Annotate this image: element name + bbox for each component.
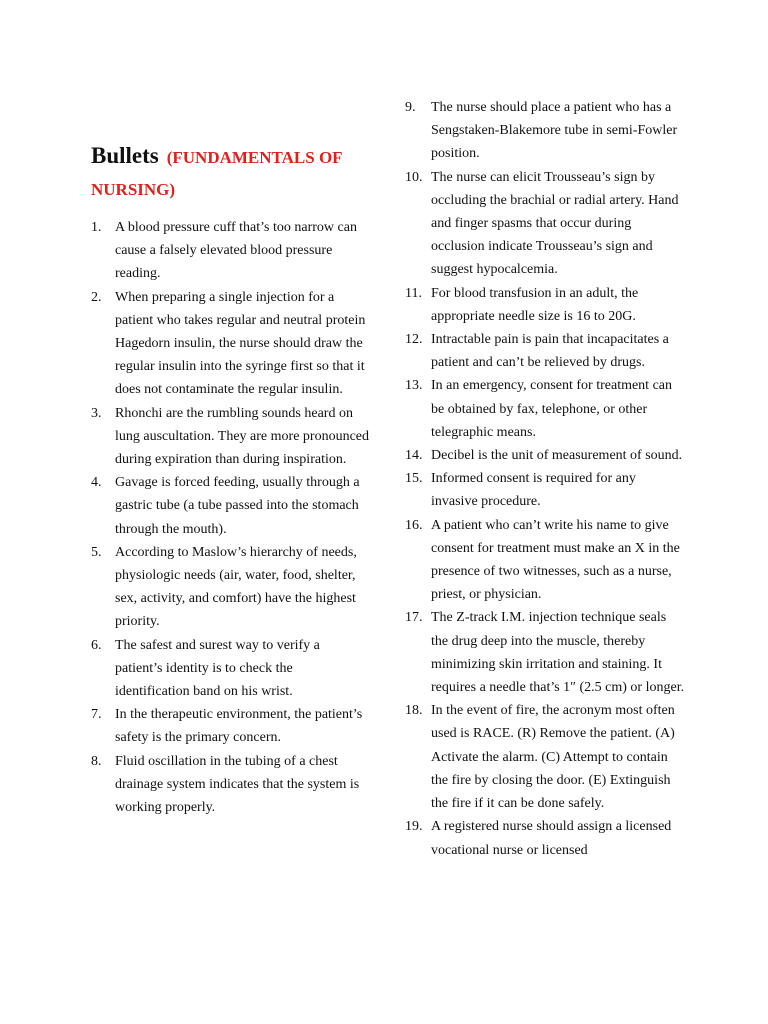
item-number: 12. [405,332,423,348]
item-text: The Z-track I.M. injection technique seals the drug deep into the muscle, thereby minimizing skin irritation and staining. It requires a needle that’s 1″ (2.5 cm) or longer. [431,610,685,696]
title-main: Bullets [91,143,159,168]
item-number: 3. [91,405,102,421]
item-text: In the therapeutic environment, the patient’s safety is the primary concern. [115,707,363,746]
item-number: 4. [91,475,102,491]
item-text: Rhonchi are the rumbling sounds heard on lung auscultation. They are more pronounced during expiration than during inspiration. [115,405,369,468]
left-column-list [91,216,369,819]
list-item [405,606,685,699]
item-text: The nurse can elicit Trousseau’s sign by occluding the brachial or radial artery. Hand and finger spasms that occur during occlusion indicate Trousseau’s sign and suggest hypocalcemia. [431,169,679,278]
item-number: 18. [405,703,423,719]
item-number: 14. [405,448,423,464]
list-item [405,514,685,607]
item-text: Informed consent is required for any invasive procedure. [431,471,636,510]
item-number: 17. [405,610,423,626]
item-number: 8. [91,753,102,769]
item-number: 6. [91,637,102,653]
item-text: The safest and surest way to verify a patient’s identity is to check the identification band on his wrist. [115,637,320,700]
item-text: A blood pressure cuff that’s too narrow can cause a falsely elevated blood pressure reading. [115,220,357,282]
item-text: In the event of fire, the acronym most often used is RACE. (R) Remove the patient. (A) Activate the alarm. (C) Attempt to contain the fire by closing the door. (E) Extinguish the fire if it can be done safely. [431,703,675,812]
list-item [91,750,369,820]
item-text: According to Maslow’s hierarchy of needs, physiologic needs (air, water, food, shelter, sex, activity, and comfort) have the highest priority. [115,544,357,630]
list-item [91,634,369,704]
item-number: 9. [405,100,416,115]
list-item [91,216,369,286]
item-number: 10. [405,169,423,185]
list-item [405,166,685,282]
list-item [405,374,685,444]
item-number: 2. [91,289,102,305]
list-item [405,96,685,166]
list-item [405,467,685,513]
list-item [405,699,685,815]
item-text: A registered nurse should assign a licensed vocational nurse or licensed [431,819,672,858]
item-text: Fluid oscillation in the tubing of a chest drainage system indicates that the system is working properly. [115,753,360,816]
item-text: In an emergency, consent for treatment can be obtained by fax, telephone, or other telegraphic means. [431,378,673,440]
list-item [405,328,685,374]
item-number: 13. [405,378,423,394]
item-text: A patient who can’t write his name to give consent for treatment must make an X in the presence of two witnesses, such as a nurse, priest, or physician. [431,517,680,603]
item-number: 19. [405,819,423,835]
list-item [91,286,369,402]
list-item [91,703,369,749]
item-text: Decibel is the unit of measurement of sound. [431,448,683,464]
item-text: Gavage is forced feeding, usually through a gastric tube (a tube passed into the stomach through the mouth). [115,475,360,537]
item-text: For blood transfusion in an adult, the appropriate needle size is 16 to 20G. [431,285,639,324]
item-number: 7. [91,707,102,723]
item-number: 5. [91,544,102,560]
list-item [91,402,369,472]
document-title [91,139,391,203]
item-number: 15. [405,471,423,487]
list-item [405,815,685,861]
item-number: 1. [91,220,102,235]
list-item [91,471,369,541]
item-number: 16. [405,517,423,533]
item-text: When preparing a single injection for a patient who takes regular and neutral protein Hagedorn insulin, the nurse should draw the regular insulin into the syringe first so that it does not contaminate the regular insulin. [115,289,366,398]
list-item [91,541,369,634]
item-text: Intractable pain is pain that incapacitates a patient and can’t be relieved by drugs. [431,332,669,371]
list-item [405,282,685,328]
right-column-list [405,96,685,862]
list-item [405,444,685,467]
title-subtitle: (FUNDAMENTALS OF NURSING) [91,148,342,199]
item-number: 11. [405,285,422,301]
item-text: The nurse should place a patient who has a Sengstaken-Blakemore tube in semi-Fowler position. [431,100,678,162]
